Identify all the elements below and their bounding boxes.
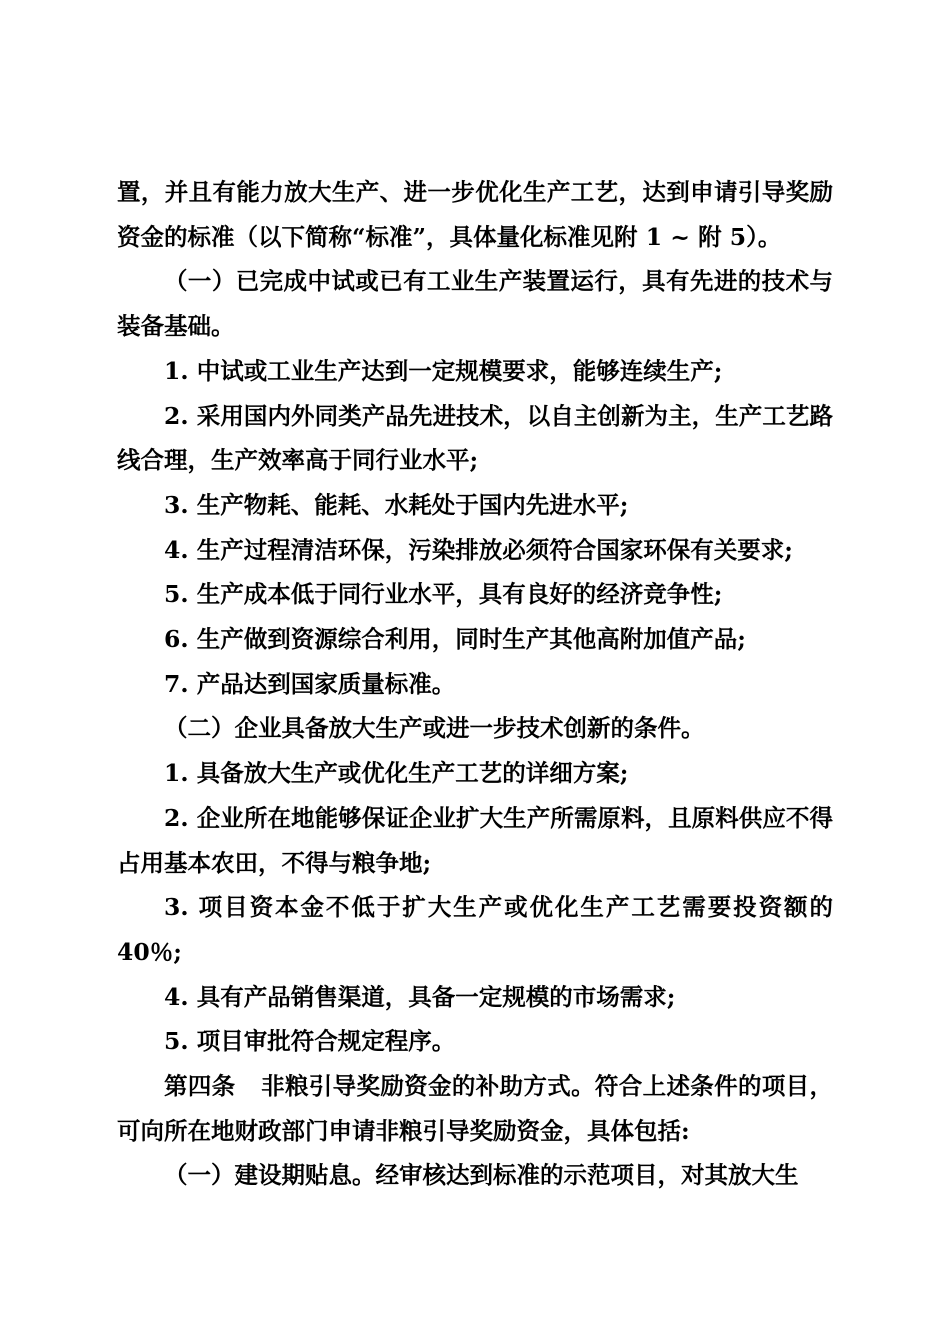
list-item: 3. 项目资本金不低于扩大生产或优化生产工艺需要投资额的 40％; [117,893,833,966]
list-item: 7. 产品达到国家质量标准。 [164,669,456,698]
article-four-body: 非粮引导奖励资金的补助方式。符合上述条件的项目，可向所在地财政部门申请非粮引导奖励资金，具体包括: [117,1072,834,1145]
list-item: 2. 企业所在地能够保证企业扩大生产所需原料，且原料供应不得占用基本农田，不得与粮争地; [117,803,833,877]
list-item: 5. 生产成本低于同行业水平，具有良好的经济竞争性; [164,580,723,609]
article-four-heading: 第四条 [164,1072,236,1101]
list-item: 3. 生产物耗、能耗、水耗处于国内先进水平; [164,490,629,519]
paragraph-continuation: 置，并且有能力放大生产、进一步优化生产工艺，达到申请引导奖励资金的标准（以下简称“标准”，具体量化标准见附 1 ~ 附 5）。 [117,178,833,251]
paragraph-section-one: （一）已完成中试或已有工业生产装置运行，具有先进的技术与装备基础。 [117,267,833,341]
document-body [117,170,833,1198]
list-item: 6. 生产做到资源综合利用，同时生产其他高附加值产品; [164,625,746,654]
article-four-paragraph [117,1064,833,1153]
list-item: 4. 生产过程清洁环保，污染排放必须符合国家环保有关要求; [164,535,793,564]
list-item: 2. 采用国内外同类产品先进技术，以自主创新为主，生产工艺路线合理，生产效率高于同行业水平; [117,401,833,475]
list-item: 5. 项目审批符合规定程序。 [164,1027,456,1056]
paragraph-section-two: （二）企业具备放大生产或进一步技术创新的条件。 [164,714,705,743]
list-item: 4. 具有产品销售渠道，具备一定规模的市场需求; [164,982,676,1011]
list-item: 1. 中试或工业生产达到一定规模要求，能够连续生产; [164,356,723,385]
list-item: 1. 具备放大生产或优化生产工艺的详细方案; [164,759,629,788]
paragraph-construction-interest: （一）建设期贴息。经审核达到标准的示范项目，对其放大生 [164,1161,799,1190]
